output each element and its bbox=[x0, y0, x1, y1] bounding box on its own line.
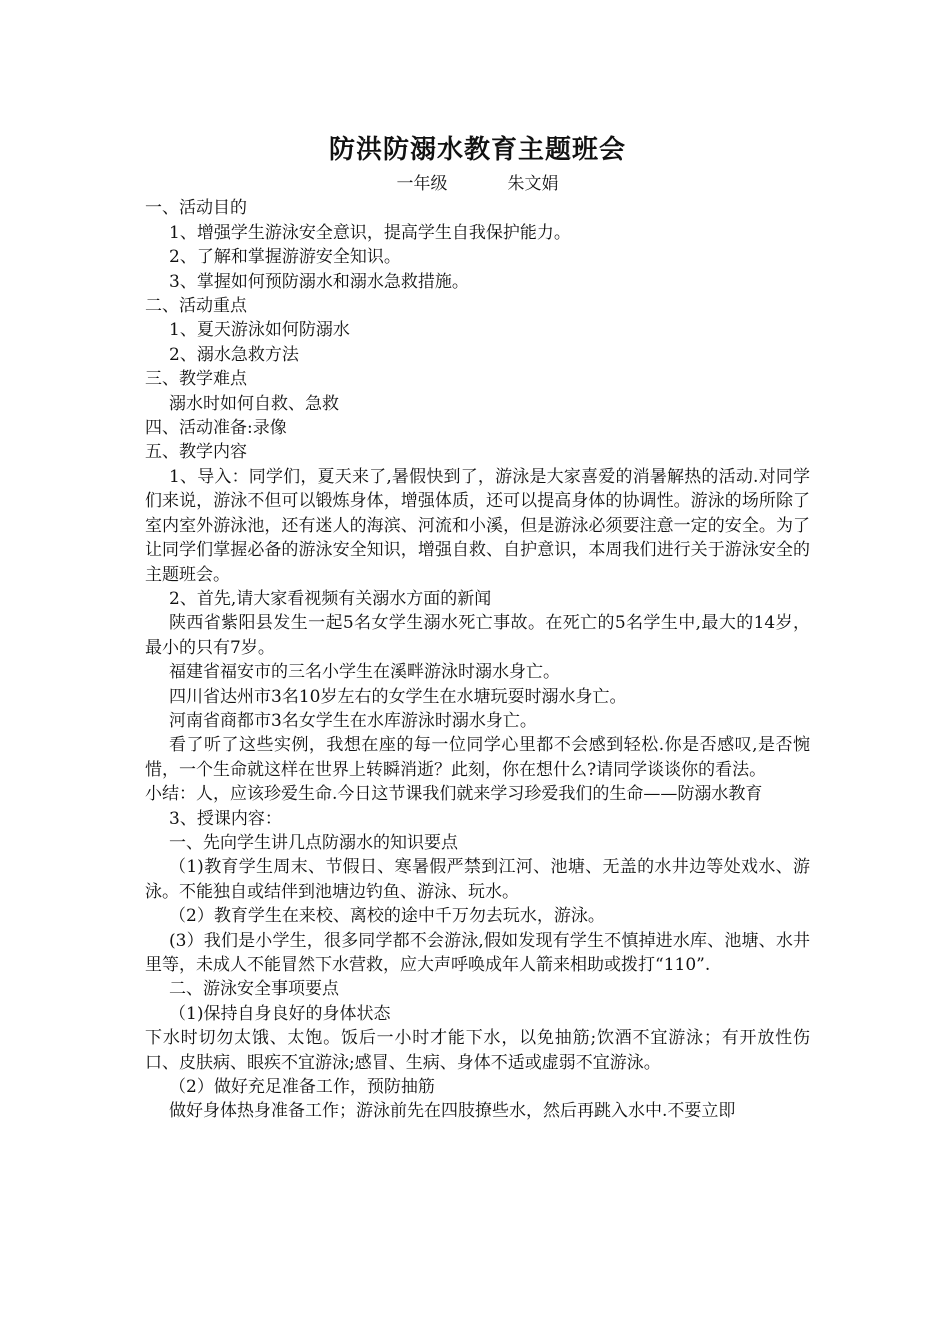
paragraph: 3、授课内容： bbox=[169, 808, 282, 829]
paragraph: 一、先向学生讲几点防溺水的知识要点 bbox=[169, 832, 458, 853]
paragraph: （1)保持自身良好的身体状态 bbox=[169, 1003, 391, 1024]
list-item: 2、了解和掌握游游安全知识。 bbox=[169, 247, 401, 268]
paragraph: 河南省商都市3名女学生在水库游泳时溺水身亡。 bbox=[169, 710, 537, 731]
paragraph: 2、首先,请大家看视频有关溺水方面的新闻 bbox=[169, 588, 492, 609]
document-title: 防洪防溺水教育主题班会 bbox=[328, 135, 626, 165]
list-item: 1、夏天游泳如何防溺水 bbox=[169, 320, 350, 341]
paragraph: 福建省福安市的三名小学生在溪畔游泳时溺水身亡。 bbox=[169, 662, 560, 683]
paragraph: (3）我们是小学生，很多同学都不会游泳,假如发现有学生不慎掉进水库、池塘、水井里等，未成人不能冒然下水营救，应大声呼唤成年人箭来相助或拨打“110”. bbox=[145, 930, 810, 975]
list-item: 1、增强学生游泳安全意识，提高学生自我保护能力。 bbox=[169, 222, 571, 243]
section-heading: 二、活动重点 bbox=[145, 296, 247, 317]
paragraph: 四川省达州市3名10岁左右的女学生在水塘玩耍时溺水身亡。 bbox=[169, 686, 627, 707]
section-heading: 三、教学难点 bbox=[145, 369, 247, 390]
list-item: 3、掌握如何预防溺水和溺水急救措施。 bbox=[169, 271, 469, 292]
paragraph: 二、游泳安全事项要点 bbox=[169, 979, 339, 1000]
paragraph: （1)教育学生周末、节假日、寒暑假严禁到江河、池塘、无盖的水井边等处戏水、游泳。不能独自或结伴到池塘边钓鱼、游泳、玩水。 bbox=[145, 857, 810, 902]
summary-paragraph: 小结：人，应该珍爱生命.今日这节课我们就来学习珍爱我们的生命——防溺水教育 bbox=[145, 784, 763, 805]
paragraph: 做好身体热身准备工作；游泳前先在四肢撩些水，然后再跳入水中.不要立即 bbox=[169, 1101, 736, 1122]
paragraph: 溺水时如何自救、急救 bbox=[169, 393, 339, 414]
author-name: 朱文娟 bbox=[507, 174, 559, 194]
byline bbox=[145, 172, 810, 196]
document-body bbox=[145, 132, 810, 1124]
paragraph: 看了听了这些实例，我想在座的每一位同学心里都不会感到轻松.你是否感叹,是否惋惜，一个生命就这样在世界上转瞬消逝？此刻，你在想什么?请同学谈谈你的看法。 bbox=[145, 735, 810, 780]
grade-label: 一年级 bbox=[396, 174, 448, 194]
paragraph: 下水时切勿太饿、太饱。饭后一小时才能下水，以免抽筋;饮酒不宜游泳；有开放性伤口、皮肤病、眼疾不宜游泳;感冒、生病、身体不适或虚弱不宜游泳。 bbox=[145, 1028, 810, 1073]
section-heading: 一、活动目的 bbox=[145, 198, 247, 219]
paragraph: （2）做好充足准备工作，预防抽筋 bbox=[169, 1077, 435, 1098]
paragraph: 1、导入：同学们，夏天来了,暑假快到了，游泳是大家喜爱的消暑解热的活动.对同学们来说，游泳不但可以锻炼身体，增强体质，还可以提高身体的协调性。游泳的场所除了室内室外游泳池，还有迷人的海滨、河流和小溪，但是游泳必须要注意一定的安全。为了让同学们掌握必备的游泳安全知识，增强自救、自护意识，本周我们进行关于游泳安全的主题班会。 bbox=[145, 466, 810, 585]
paragraph: （2）教育学生在来校、离校的途中千万勿去玩水，游泳。 bbox=[169, 906, 605, 927]
section-heading: 四、活动准备:录像 bbox=[145, 418, 287, 439]
paragraph: 陕西省紫阳县发生一起5名女学生溺水死亡事故。在死亡的5名学生中,最大的14岁，最小的只有7岁。 bbox=[145, 613, 810, 658]
list-item: 2、溺水急救方法 bbox=[169, 344, 299, 365]
section-heading: 五、教学内容 bbox=[145, 442, 247, 463]
